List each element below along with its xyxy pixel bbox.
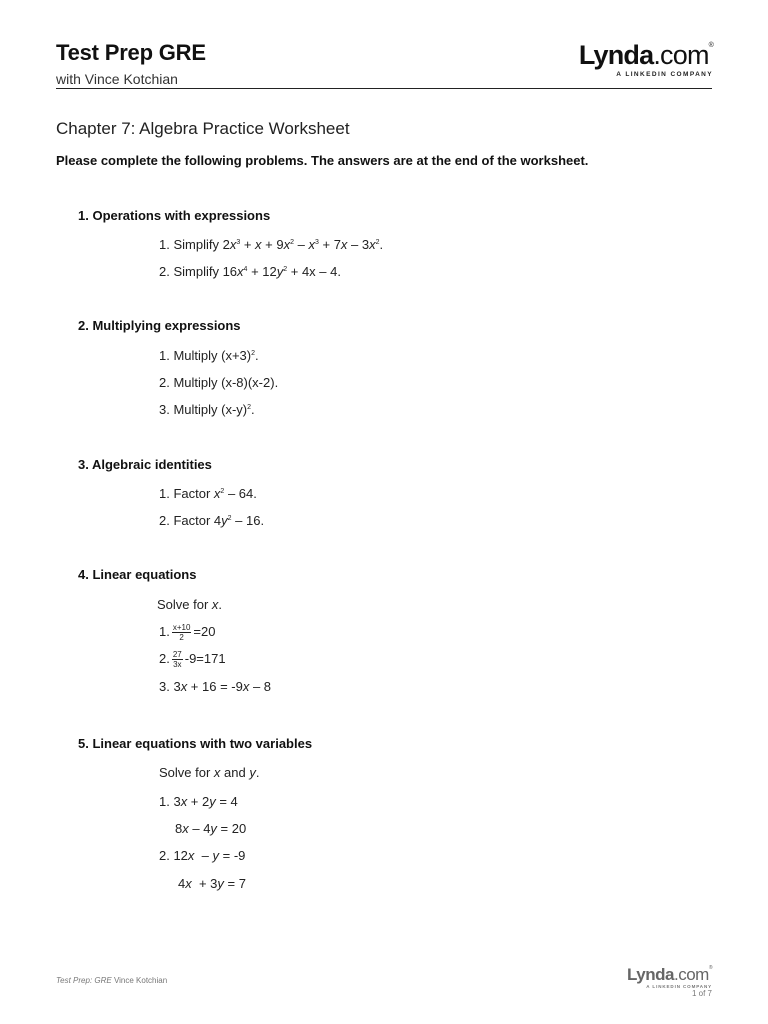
logo-brand: Lynda (578, 40, 654, 70)
logo-registered-mark: ® (708, 42, 713, 49)
section-heading-linear: 4. Linear equations (78, 567, 197, 582)
document-title: Test Prep GRE (56, 40, 206, 65)
section-heading-operations: 1. Operations with expressions (78, 208, 271, 223)
document-subtitle: with Vince Kotchian (56, 71, 178, 87)
fraction: $\frac{27}{3x}$ (172, 650, 182, 669)
problem-2-1: 1. Multiply $(x+3)^2$. (159, 348, 259, 363)
logo-suffix: .com (653, 40, 709, 70)
problem-5-1-eq1: 1. 3x + 2y = 4 (159, 794, 238, 809)
problem-5-1-eq2: 8x – 4y = 20 (175, 821, 247, 836)
lynda-logo (573, 42, 713, 78)
problem-3-2: 2. Factor $4y^2 - 16$. (159, 513, 265, 528)
problem-5-2-eq2: 4x + 3y = 7 (178, 876, 246, 891)
problem-5-2-eq1: 2. 12x – y = -9 (159, 848, 246, 863)
solve-for-x: Solve for x. (157, 597, 223, 612)
footer-lynda-logo: Lynda.com® A LINKEDIN COMPANY (627, 965, 712, 989)
fraction: $\frac{x+10}{2}$ (172, 623, 191, 642)
problem-4-2: 2. $\frac{27}{3x}$ -9=171 (159, 650, 226, 669)
chapter-title: Chapter 7: Algebra Practice Worksheet (56, 119, 350, 138)
solve-for-x-and-y: Solve for x and y. (159, 765, 260, 780)
header-divider (56, 88, 712, 89)
problem-2-3: 3. Multiply $(x-y)^2$. (159, 402, 255, 417)
instructions: Please complete the following problems. The answers are at the end of the worksheet. (56, 153, 589, 168)
logo-tagline: A LINKEDIN COMPANY (616, 71, 713, 78)
problem-1-2: 2. Simplify $16x^4 + 12y^2 + 4x - 4$. (159, 264, 341, 279)
problem-4-1: 1. $\frac{x+10}{2}$ =20 (159, 623, 216, 642)
section-heading-identities: 3. Algebraic identities (78, 457, 212, 472)
footer-course: Test Prep: GRE Vince Kotchian (56, 976, 168, 985)
section-heading-multiplying: 2. Multiplying expressions (78, 318, 241, 333)
section-heading-two-variables: 5. Linear equations with two variables (78, 736, 313, 751)
problem-2-2: 2. Multiply (x-8)(x-2). (159, 375, 279, 390)
problem-3-1: 1. Factor $x^2 - 64$. (159, 486, 257, 501)
problem-1-1: 1. Simplify $2x^3 + x + 9x^2 - x^3 + 7x - 3x^2$. (159, 237, 384, 252)
problem-4-3: 3. 3x + 16 = -9x – 8 (159, 679, 272, 694)
page-number: 1 of 7 (691, 989, 712, 998)
